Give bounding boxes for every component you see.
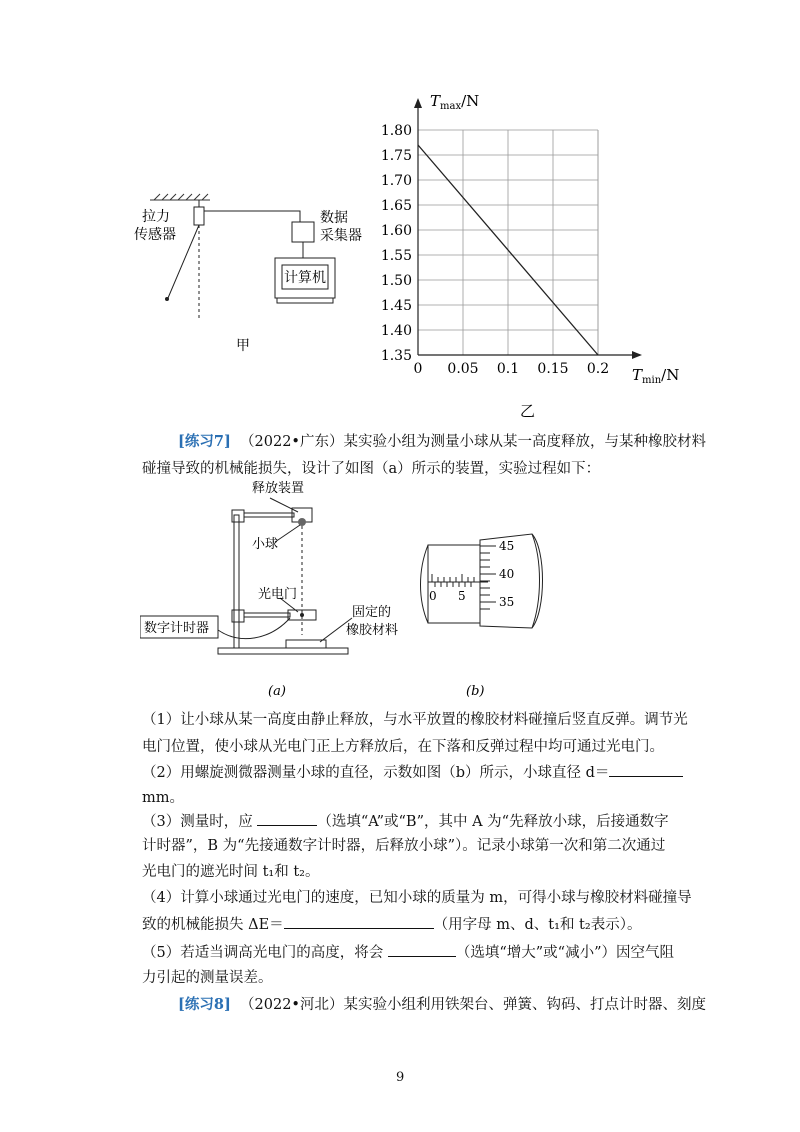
exercise7-line2: 碰撞导致的机械能损失，设计了如图（a）所示的装置，实验过程如下： bbox=[142, 461, 601, 477]
q5-line1: （5）若适当调高光电门的高度，将会 （选填“增大”或“减小”）因空气阻 bbox=[142, 942, 674, 963]
figure-b-caption: (b) bbox=[466, 684, 485, 699]
exercise8-line1 bbox=[178, 995, 706, 1015]
y-tick-label: 1.60 bbox=[380, 223, 412, 239]
x-tick-label: 0.05 bbox=[447, 361, 479, 377]
ball bbox=[298, 518, 306, 526]
x-tick-label: 0.2 bbox=[586, 361, 610, 377]
figure-a-caption: (a) bbox=[268, 684, 286, 699]
thimble-45: 45 bbox=[499, 539, 515, 553]
main-scale-0: 0 bbox=[429, 589, 437, 603]
chart-ticks bbox=[381, 123, 609, 377]
figure-b bbox=[410, 520, 560, 700]
q2-line1: （2）用螺旋测微器测量小球的直径，示数如图（b）所示，小球直径 d＝ bbox=[142, 762, 683, 783]
thimble-40: 40 bbox=[499, 567, 515, 581]
sensor-label-2: 传感器 bbox=[134, 227, 176, 243]
page-number: 9 bbox=[396, 1070, 405, 1085]
collector-label-2: 采集器 bbox=[320, 228, 362, 244]
pendulum-bob bbox=[165, 297, 169, 301]
y-tick-label: 1.50 bbox=[380, 273, 412, 289]
exercise8-tag: [练习8] bbox=[178, 996, 231, 1013]
y-tick-label: 1.55 bbox=[380, 248, 412, 264]
y-tick-label: 1.40 bbox=[380, 323, 412, 339]
data-collector-box bbox=[292, 222, 314, 242]
y-tick-label: 1.70 bbox=[380, 173, 412, 189]
q4-line1: （4）计算小球通过光电门的速度，已知小球的质量为 m，可得小球与橡胶材料碰撞导 bbox=[142, 890, 692, 906]
x-axis-label: $T_{min}/N$ bbox=[632, 366, 680, 386]
q4-answer-blank[interactable] bbox=[284, 914, 434, 929]
y-axis-arrow bbox=[414, 98, 422, 108]
sensor-label: 拉力 bbox=[142, 209, 170, 225]
q2-answer-blank[interactable] bbox=[609, 762, 683, 777]
x-tick-label: 0 bbox=[413, 361, 423, 377]
q3-line1: （3）测量时，应 （选填“A”或“B”，其中 A 为“先释放小球，后接通数字 bbox=[142, 811, 669, 832]
chart-axes bbox=[414, 98, 642, 359]
exercise7-tag: [练习7] bbox=[178, 433, 231, 450]
chart-grid bbox=[418, 130, 598, 355]
q3-line2: 计时器”，B 为“先接通数字计时器，后释放小球”）。记录小球第一次和第二次通过 bbox=[142, 838, 666, 854]
chart-caption: 乙 bbox=[520, 402, 536, 420]
y-tick-label: 1.45 bbox=[380, 298, 412, 314]
x-tick-label: 0.1 bbox=[496, 361, 520, 377]
y-tick-label: 1.75 bbox=[380, 148, 412, 164]
figure-a bbox=[140, 470, 400, 705]
x-axis-arrow bbox=[632, 351, 642, 359]
timer-label: 数字计时器 bbox=[144, 621, 210, 636]
y-axis-label: $T_{max}/N$ bbox=[430, 92, 480, 112]
rubber-label-2: 橡胶材料 bbox=[346, 623, 399, 638]
q3-answer-blank[interactable] bbox=[257, 811, 317, 826]
x-tick-label: 0.15 bbox=[537, 361, 569, 377]
release-label: 释放装置 bbox=[252, 481, 305, 496]
q1-line2: 电门位置，使小球从光电门正上方释放后，在下落和反弹过程中均可通过光电门。 bbox=[142, 739, 664, 755]
figure-jia bbox=[130, 180, 380, 360]
q5-line2: 力引起的测量误差。 bbox=[142, 970, 273, 986]
collector-label: 数据 bbox=[320, 210, 348, 226]
micrometer-frame bbox=[421, 545, 429, 623]
q3-line3: 光电门的遮光时间 t₁和 t₂。 bbox=[142, 864, 320, 880]
rubber-material bbox=[286, 640, 326, 648]
figure-jia-caption: 甲 bbox=[236, 338, 250, 354]
y-tick-label: 1.80 bbox=[380, 123, 412, 139]
ball-label: 小球 bbox=[252, 537, 279, 552]
gate-label: 光电门 bbox=[258, 587, 298, 602]
ceiling-hatch bbox=[150, 194, 210, 200]
exercise8-text: （2022•河北）某实验小组利用铁架台、弹簧、钩码、打点计时器、刻度 bbox=[240, 997, 706, 1013]
sensor-wire bbox=[204, 211, 300, 222]
q4-line2: 致的机械能损失 ΔE＝ （用字母 m、d、t₁和 t₂表示）。 bbox=[142, 914, 641, 935]
q1-line1: （1）让小球从某一高度由静止释放，与水平放置的橡胶材料碰撞后竖直反弹。调节光 bbox=[142, 712, 688, 728]
rubber-label: 固定的 bbox=[352, 605, 392, 620]
y-tick-label: 1.35 bbox=[380, 348, 412, 364]
computer-label: 计算机 bbox=[284, 270, 326, 286]
q5-answer-blank[interactable] bbox=[388, 942, 456, 957]
chart-yi bbox=[370, 90, 680, 430]
thimble-35: 35 bbox=[499, 595, 515, 609]
q2-line2: mm。 bbox=[142, 790, 184, 806]
y-tick-label: 1.65 bbox=[380, 198, 412, 214]
exercise7-text: （2022•广东）某实验小组为测量小球从某一高度释放，与某种橡胶材料 bbox=[240, 434, 706, 450]
sensor-box bbox=[194, 207, 204, 225]
exercise7-line1 bbox=[178, 432, 706, 452]
stand-pole bbox=[234, 515, 239, 648]
main-scale-5: 5 bbox=[458, 589, 466, 603]
apparatus-base bbox=[218, 648, 348, 654]
